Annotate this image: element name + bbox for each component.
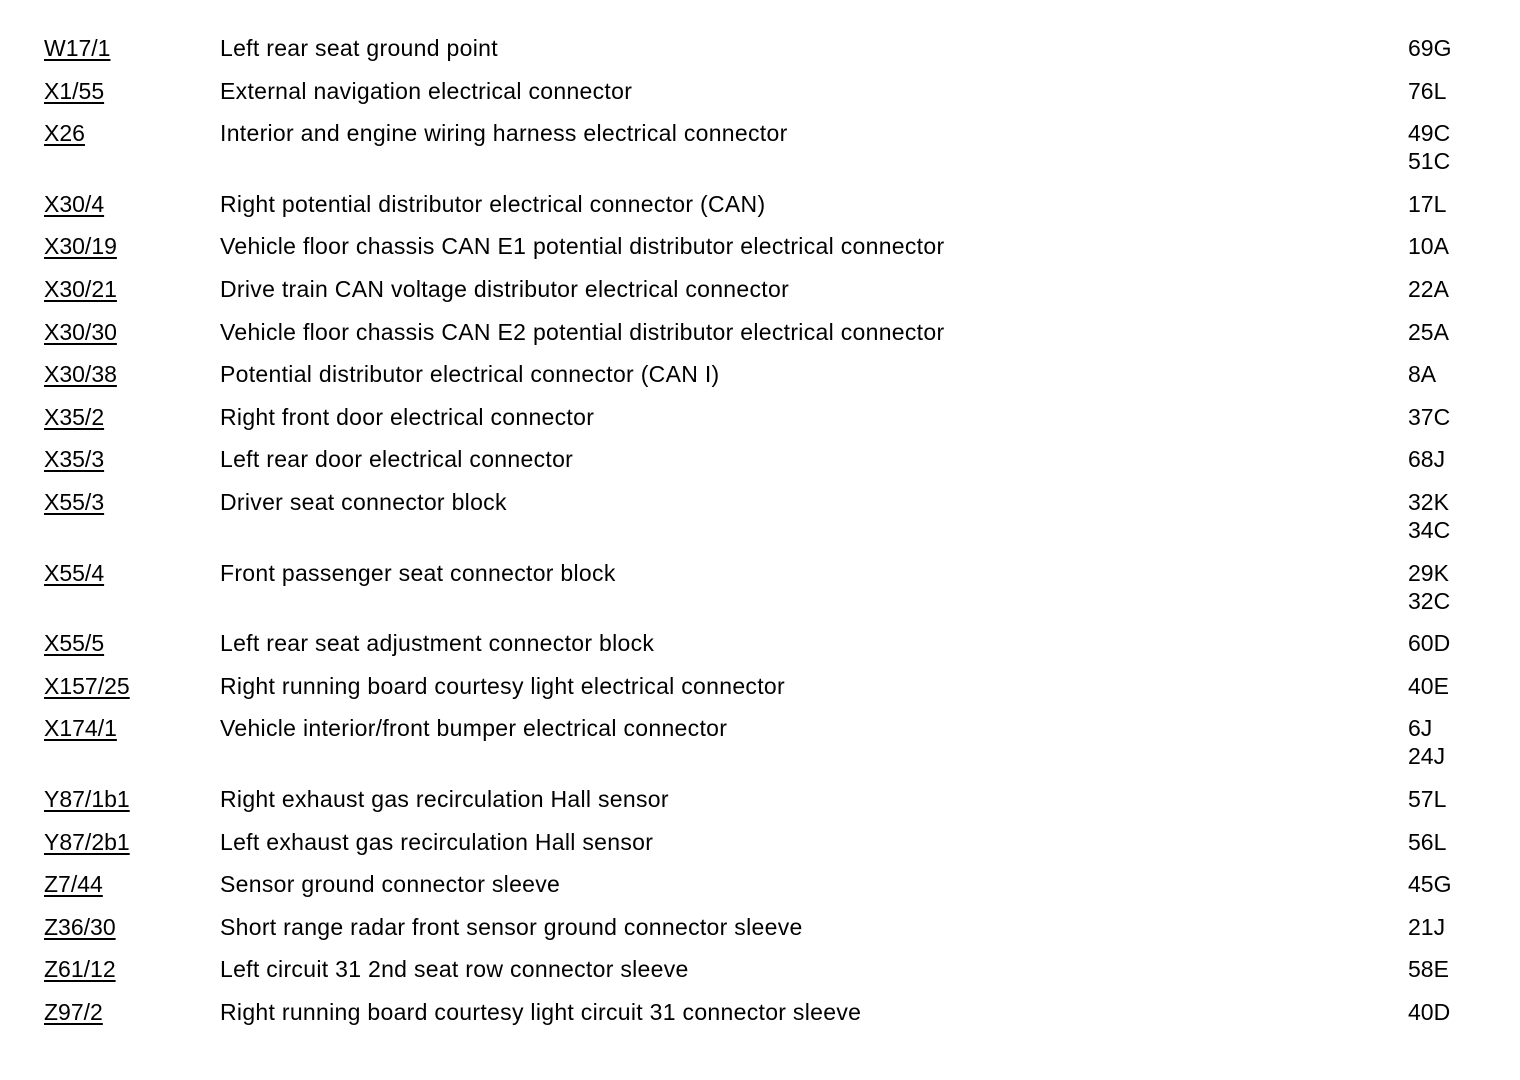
grid-reference: 29K [1408,559,1449,586]
legend-row [44,77,1484,105]
component-description: Right front door electrical connector [220,403,595,430]
legend-row [44,318,1484,346]
grid-reference: 60D [1408,630,1451,657]
grid-reference: 25A [1408,318,1449,345]
grid-references [1408,913,1484,941]
component-code-cell [44,559,220,587]
legend-row [44,998,1484,1026]
grid-reference: 6J [1408,715,1433,742]
grid-reference: 34C [1408,516,1451,543]
legend-row [44,870,1484,898]
component-code-link[interactable]: X55/5 [44,630,105,657]
legend-row [44,275,1484,303]
component-description: Left circuit 31 2nd seat row connector sleeve [220,956,689,983]
grid-reference: 37C [1408,403,1451,430]
grid-reference: 32C [1408,587,1451,614]
grid-references [1408,232,1484,260]
component-code-link[interactable]: Z36/30 [44,913,116,940]
grid-reference: 56L [1408,828,1447,855]
component-description: Vehicle floor chassis CAN E1 potential distributor electrical connector [220,233,945,260]
grid-references [1408,828,1484,856]
grid-references [1408,870,1484,898]
grid-references [1408,318,1484,346]
component-code-cell [44,403,220,431]
grid-references [1408,360,1484,388]
component-description: Right running board courtesy light electrical connector [220,672,785,699]
component-code-link[interactable]: X30/19 [44,233,117,260]
legend-row [44,559,1484,615]
component-code-cell [44,785,220,813]
component-code-cell [44,119,220,147]
grid-reference: 45G [1408,871,1452,898]
component-code-link[interactable]: X157/25 [44,672,130,699]
component-code-cell [44,828,220,856]
component-description: Front passenger seat connector block [220,559,616,586]
grid-reference: 58E [1408,956,1449,983]
grid-reference: 69G [1408,35,1452,61]
component-description: Sensor ground connector sleeve [220,871,561,898]
grid-references [1408,403,1484,431]
component-description: Left rear seat adjustment connector block [220,630,655,657]
component-code-link[interactable]: X55/3 [44,488,105,515]
component-code-link[interactable]: X30/4 [44,190,105,217]
component-description: Interior and engine wiring harness electrical connector [220,120,788,147]
component-code-cell [44,672,220,700]
grid-references [1408,445,1484,473]
grid-reference: 40D [1408,998,1451,1025]
component-code-cell [44,913,220,941]
component-code-link[interactable]: Z7/44 [44,871,103,898]
component-code-cell [44,955,220,983]
legend-row [44,714,1484,770]
component-code-cell [44,190,220,218]
component-description: Short range radar front sensor ground connector sleeve [220,913,803,940]
legend-row [44,119,1484,175]
grid-reference: 22A [1408,275,1449,302]
grid-references [1408,488,1484,544]
component-code-link[interactable]: Z61/12 [44,956,116,983]
component-description: Vehicle interior/front bumper electrical connector [220,715,728,742]
component-description: Right exhaust gas recirculation Hall sensor [220,785,669,812]
component-code-link[interactable]: X1/55 [44,77,105,104]
grid-reference: 10A [1408,233,1449,260]
legend-row [44,360,1484,388]
grid-references [1408,559,1484,615]
component-code-cell [44,445,220,473]
grid-references [1408,785,1484,813]
component-description: Potential distributor electrical connector (CAN I) [220,361,720,388]
grid-reference: 17L [1408,190,1447,217]
grid-reference: 49C [1408,120,1451,147]
component-code-cell [44,77,220,105]
grid-references [1408,275,1484,303]
grid-reference: 24J [1408,743,1446,770]
grid-reference: 68J [1408,446,1446,473]
component-code-link[interactable]: X55/4 [44,559,105,586]
grid-reference: 21J [1408,913,1446,940]
component-code-link[interactable]: X35/3 [44,446,105,473]
component-code-link[interactable]: Y87/2b1 [44,828,130,855]
legend-row [44,672,1484,700]
component-code-cell [44,360,220,388]
component-code-cell [44,488,220,516]
component-code-cell [44,714,220,742]
legend-row [44,403,1484,431]
grid-references [1408,190,1484,218]
grid-references [1408,77,1484,105]
component-description: Left rear door electrical connector [220,446,574,473]
legend-row [44,785,1484,813]
component-code-cell [44,629,220,657]
grid-reference: 76L [1408,77,1447,104]
grid-references [1408,955,1484,983]
grid-reference: 57L [1408,785,1447,812]
component-description: Right running board courtesy light circuit 31 connector sleeve [220,998,862,1025]
component-legend-list [44,34,1484,1040]
component-code-link[interactable]: Y87/1b1 [44,785,130,812]
grid-references [1408,998,1484,1026]
component-code-cell [44,275,220,303]
legend-row [44,629,1484,657]
component-code-link[interactable]: X30/21 [44,275,117,302]
component-code-link[interactable]: X35/2 [44,403,105,430]
legend-row [44,232,1484,260]
grid-reference: 8A [1408,361,1437,388]
legend-row [44,190,1484,218]
legend-row [44,828,1484,856]
grid-references [1408,119,1484,175]
grid-references [1408,672,1484,700]
grid-references [1408,714,1484,770]
component-code-link[interactable]: X30/38 [44,361,117,388]
component-description: External navigation electrical connector [220,77,633,104]
component-code-cell [44,998,220,1026]
component-description: Drive train CAN voltage distributor electrical connector [220,275,790,302]
component-code-link[interactable]: X174/1 [44,715,117,742]
component-code-link[interactable]: Z97/2 [44,998,103,1025]
legend-row [44,955,1484,983]
legend-row [44,34,1484,62]
component-code-link[interactable]: X26 [44,120,85,147]
component-description: Vehicle floor chassis CAN E2 potential distributor electrical connector [220,318,945,345]
grid-references [1408,34,1484,62]
component-description: Driver seat connector block [220,488,507,515]
component-description: Left rear seat ground point [220,35,498,61]
component-code-cell [44,318,220,346]
component-code-cell [44,870,220,898]
legend-row [44,913,1484,941]
component-code-cell [44,232,220,260]
grid-reference: 51C [1408,148,1451,175]
component-code-link[interactable]: W17/1 [44,35,111,61]
legend-row [44,445,1484,473]
grid-reference: 40E [1408,672,1449,699]
component-description: Right potential distributor electrical connector (CAN) [220,190,766,217]
legend-row [44,488,1484,544]
component-description: Left exhaust gas recirculation Hall sensor [220,828,654,855]
grid-reference: 32K [1408,488,1449,515]
component-code-cell [44,34,220,62]
grid-references [1408,629,1484,657]
component-code-link[interactable]: X30/30 [44,318,117,345]
